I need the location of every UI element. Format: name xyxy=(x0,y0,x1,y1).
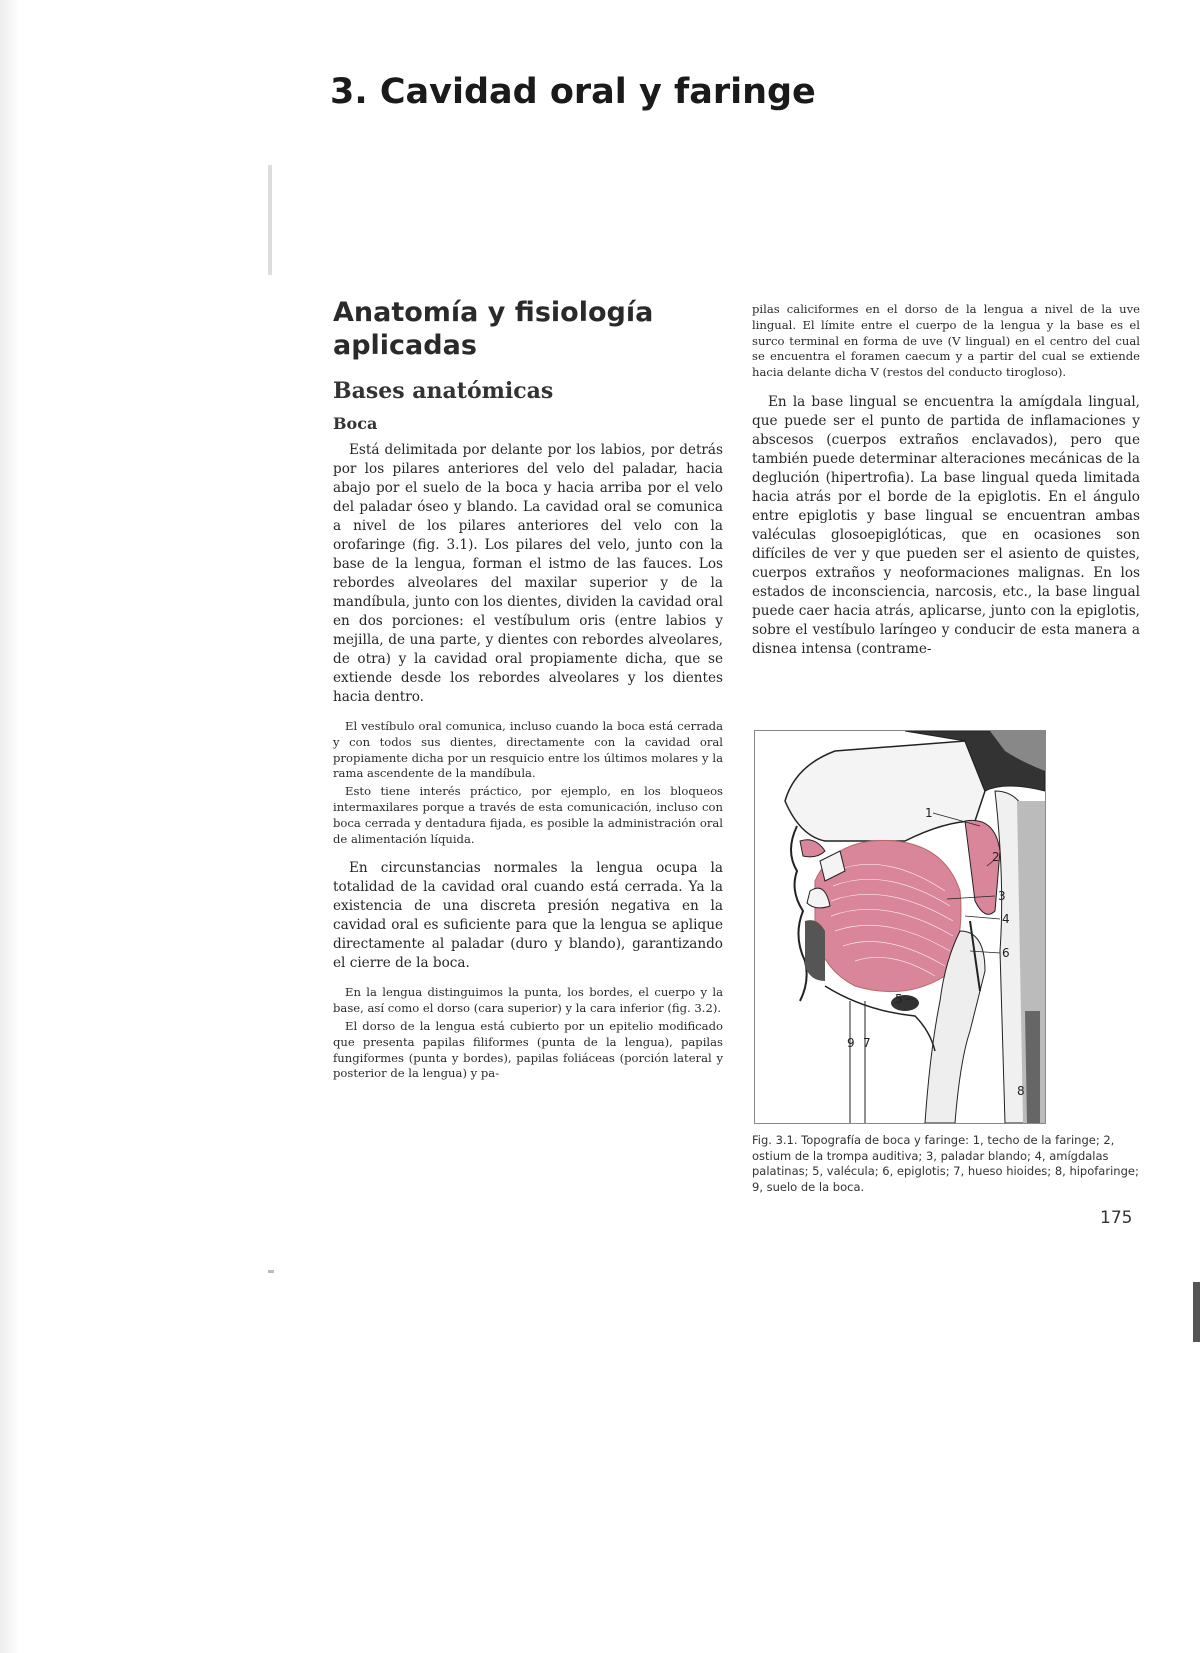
body-paragraph: Está delimitada por delante por los labios, por detrás por los pilares anteriores del velo del paladar, hacia abajo por el suelo de la boca y hacia arriba por el velo del paladar óseo y blando. La cavidad oral se comunica a nivel de los pilares anteriores del velo con la orofaringe (fig. 3.1). Los pilares del velo, junto con la base de la lengua, forman el istmo de las fauces. Los rebordes alveolares del maxilar superior y de la mandíbula, junto con los dientes, dividen la cavidad oral en dos porciones: el vestíbulum oris (entre labios y mejilla, de una parte, y dientes con rebordes alveolares, de otra) y la cavidad oral propiamente dicha, que se extiende desde los rebordes alveolares y los dientes hacia dentro. xyxy=(333,442,723,705)
small-paragraph: pilas caliciformes en el dorso de la lengua a nivel de la uve lingual. El límite entre el cuerpo de la lengua y la base es el surco terminal en forma de uve (V lingual) en el centro del cual se encuentra el foramen caecum y a partir del cual se extiende hacia delante dicha V (restos del conducto tirogloso). xyxy=(752,302,1140,380)
body-paragraph: En la base lingual se encuentra la amígdala lingual, que puede ser el punto de partida de inflamaciones y abscesos (cuerpos extraños enclavados), pero que también puede determinar alteraciones mecánicas de la deglución (hipertrofia). La base lingual queda limitada hacia atrás por el borde de la epiglotis. En el ángulo entre epiglotis y base lingual se encuentran ambas valéculas glosoepiglóticas, que en ocasiones son difíciles de ver y que pueden ser el asiento de quistes, cuerpos extraños y neoformaciones malignas. En los estados de inconsciencia, narcosis, etc., la base lingual puede caer hacia atrás, aplicarse, junto con la epiglotis, sobre el vestíbulo laríngeo y conducir de esta manera a disnea intensa (contrame- xyxy=(752,393,1140,657)
sagittal-section-illustration xyxy=(755,731,1045,1123)
figure-label: 7 xyxy=(863,1036,871,1050)
figure-label: 4 xyxy=(1002,912,1010,926)
figure-label: 2 xyxy=(992,850,1000,864)
figure-label: 6 xyxy=(1002,946,1010,960)
page-number: 175 xyxy=(1100,1208,1133,1228)
chapter-title: 3. Cavidad oral y faringe xyxy=(330,72,816,112)
figure-label: 8 xyxy=(1017,1084,1025,1098)
section-title: Anatomía y fisiología aplicadas xyxy=(333,297,654,361)
subsection-title: Bases anatómicas xyxy=(333,378,554,404)
small-paragraph: Esto tiene interés práctico, por ejemplo, en los bloqueos intermaxilares porque a través de esta comunicación, incluso con boca cerrada y dentadura fijada, es posible la administración oral de alimentación líquida. xyxy=(333,784,723,846)
figure-label: 5 xyxy=(895,992,903,1006)
subsubsection-title: Boca xyxy=(333,414,378,433)
figure-label: 3 xyxy=(998,889,1006,903)
scan-mark xyxy=(1193,1282,1200,1342)
body-paragraph: En circunstancias normales la lengua ocupa la totalidad de la cavidad oral cuando está cerrada. Ya la existencia de una discreta presión negativa en la cavidad oral es suficiente para que la lengua se aplique directamente al paladar (duro y blando), garantizando el cierre de la boca. xyxy=(333,860,723,972)
left-column xyxy=(333,296,723,1084)
figure-label: 1 xyxy=(925,806,933,820)
small-paragraph: El dorso de la lengua está cubierto por un epitelio modificado que presenta papilas filiformes (punta de la lengua), papilas fungiformes (punta y bordes), papilas foliáceas (porción lateral y posterior de la lengua) y pa- xyxy=(333,1018,723,1081)
small-paragraph: En la lengua distinguimos la punta, los bordes, el cuerpo y la base, así como el dorso (cara superior) y la cara inferior (fig. 3.2). xyxy=(333,985,723,1016)
figure-label: 9 xyxy=(847,1036,855,1050)
small-paragraph: El vestíbulo oral comunica, incluso cuando la boca está cerrada y con todos sus dientes, directamente con la cavidad oral propiamente dicha por un resquicio entre los últimos molares y la rama ascendente de la mandíbula. xyxy=(333,719,723,781)
right-column xyxy=(752,302,1140,671)
scan-edge xyxy=(0,0,20,1653)
scan-mark xyxy=(268,165,272,275)
anatomy-figure xyxy=(754,730,1046,1124)
figure-caption: Fig. 3.1. Topografía de boca y faringe: 1, techo de la faringe; 2, ostium de la trompa auditiva; 3, paladar blando; 4, amígdalas palatinas; 5, valécula; 6, epiglotis; 7, hueso hioides; 8, hipofaringe; 9, suelo de la boca. xyxy=(752,1133,1139,1194)
scan-mark xyxy=(268,1270,274,1273)
